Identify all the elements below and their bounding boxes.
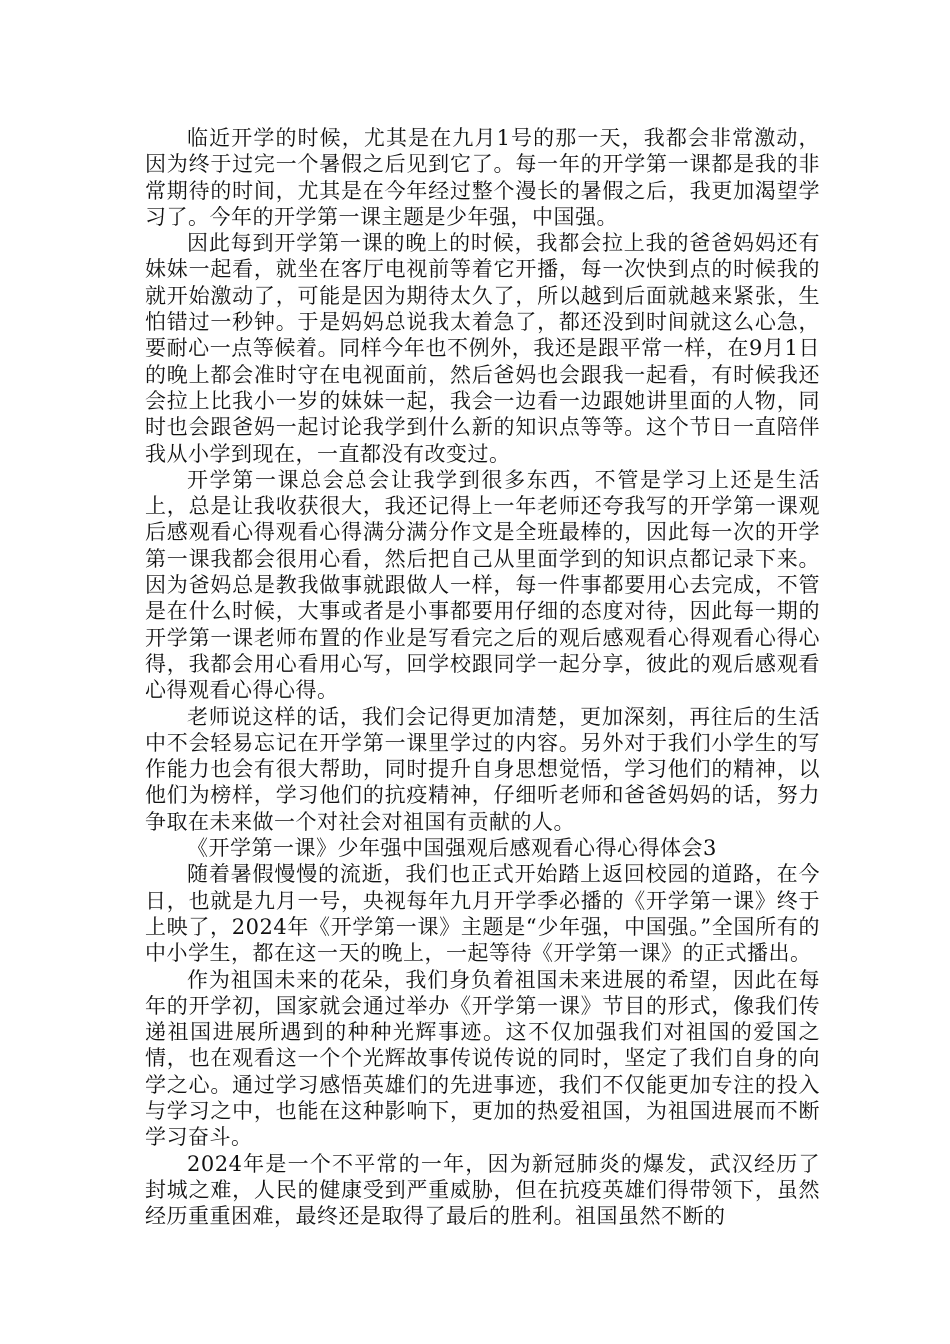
paragraph-3: 开学第一课总会总会让我学到很多东西，不管是学习上还是生活上，总是让我收获很大，我还记得上一年老师还夸我写的开学第一课观后感观看心得观看心得满分满分作文是全班最棒的，因此每一次的开学第一课我都会很用心看，然后把自己从里面学到的知识点都记录下来。因为爸妈总是教我做事就跟做人一样，每一件事都要用心去完成，不管是在什么时候，大事或者是小事都要用仔细的态度对待，因此每一期的开学第一课老师布置的作业是写看完之后的观后感观看心得观看心得心得，我都会用心看用心写，回学校跟同学一起分享，彼此的观后感观看心得观看心得心得。 [145, 467, 820, 703]
paragraph-4: 老师说这样的话，我们会记得更加清楚，更加深刻，再往后的生活中不会轻易忘记在开学第一课里学过的内容。另外对于我们小学生的写作能力也会有很大帮助，同时提升自身思想觉悟，学习他们的精神，以他们为榜样，学习他们的抗疫精神，仔细听老师和爸爸妈妈的话，努力争取在未来做一个对社会对祖国有贡献的人。 [145, 704, 820, 834]
section-heading: 《开学第一课》少年强中国强观后感观看心得心得体会3 [187, 836, 717, 861]
document-page [145, 125, 820, 1229]
paragraph-5: 随着暑假慢慢的流逝，我们也正式开始踏上返回校园的道路，在今日，也就是九月一号，央视每年九月开学季必播的《开学第一课》终于上映了，2024年《开学第一课》主题是“少年强，中国强。”全国所有的中小学生，都在这一天的晚上，一起等待《开学第一课》的正式播出。 [145, 862, 820, 966]
paragraph-1: 临近开学的时候，尤其是在九月1号的那一天，我都会非常激动，因为终于过完一个暑假之后见到它了。每一年的开学第一课都是我的非常期待的时间，尤其是在今年经过整个漫长的暑假之后，我更加渴望学习了。今年的开学第一课主题是少年强，中国强。 [145, 126, 820, 229]
paragraph-2: 因此每到开学第一课的晚上的时候，我都会拉上我的爸爸妈妈还有妹妹一起看，就坐在客厅电视前等着它开播，每一次快到点的时候我的就开始激动了，可能是因为期待太久了，所以越到后面就越来紧张，生怕错过一秒钟。于是妈妈总说我太着急了，都还没到时间就这么心急，要耐心一点等候着。同样今年也不例外，我还是跟平常一样，在9月1日的晚上都会准时守在电视面前，然后爸妈也会跟我一起看，有时候我还会拉上比我小一岁的妹妹一起，我会一边看一边跟她讲里面的人物，同时也会跟爸妈一起讨论我学到什么新的知识点等等。这个节日一直陪伴我从小学到现在，一直都没有改变过。 [145, 231, 820, 466]
paragraph-6: 作为祖国未来的花朵，我们身负着祖国未来进展的希望，因此在每年的开学初，国家就会通过举办《开学第一课》节目的形式，像我们传递祖国进展所遇到的种种光辉事迹。这不仅加强我们对祖国的爱国之情，也在观看这一个个光辉故事传说传说的同时，坚定了我们自身的向学之心。通过学习感悟英雄们的先进事迹，我们不仅能更加专注的投入与学习之中，也能在这种影响下，更加的热爱祖国，为祖国进展而不断学习奋斗。 [145, 967, 820, 1150]
paragraph-7: 2024年是一个不平常的一年，因为新冠肺炎的爆发，武汉经历了封城之难，人民的健康受到严重威胁，但在抗疫英雄们得带领下，虽然经历重重困难，最终还是取得了最后的胜利。祖国虽然不断的 [145, 1151, 820, 1229]
